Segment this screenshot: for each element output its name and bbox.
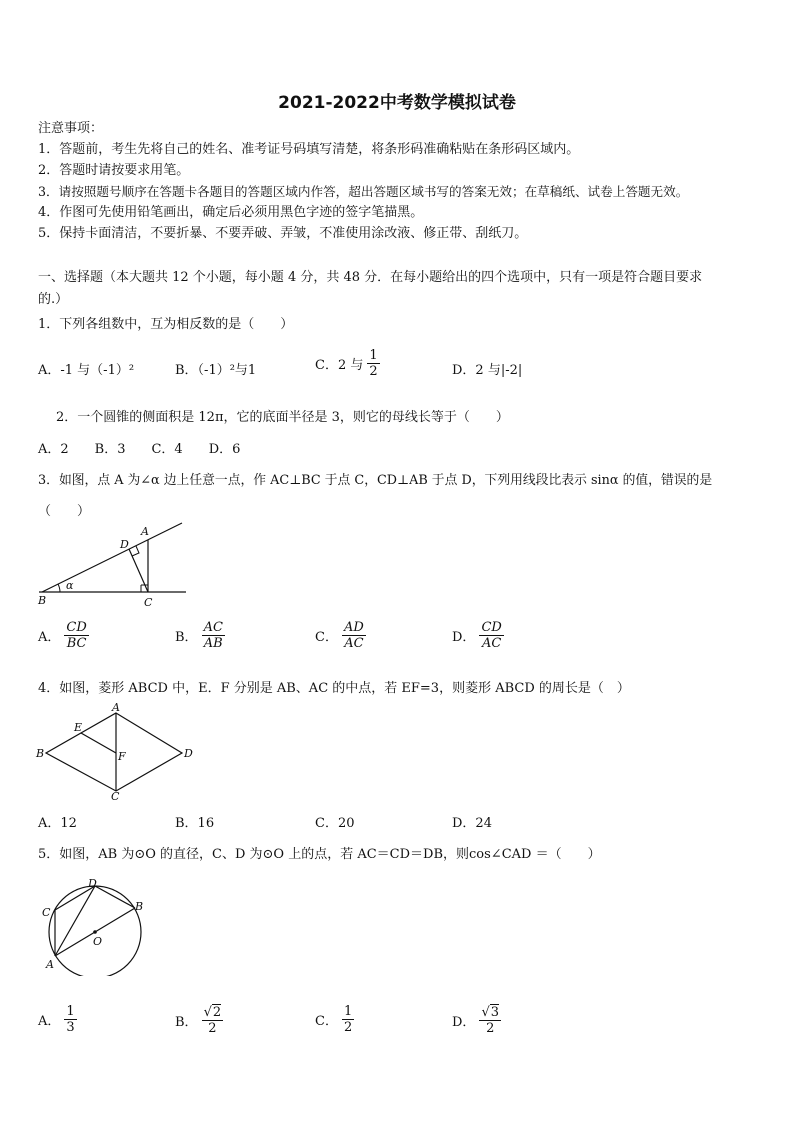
q2-options: A．2 B．3 C．4 D．6 — [38, 442, 241, 457]
q3-option-c-label: C． — [315, 630, 338, 645]
q1-option-c-fraction — [367, 348, 379, 379]
q5-option-a — [38, 1004, 77, 1035]
q3-option-d — [452, 620, 504, 651]
q3-segment-cd — [129, 549, 148, 592]
q5-option-b-fraction — [202, 1004, 224, 1036]
q5-b-denominator: 2 — [208, 1021, 217, 1036]
q4-option-c: C．20 — [315, 816, 355, 831]
sqrt-icon: √ — [203, 1005, 212, 1020]
q1-c-numerator: 1 — [369, 348, 378, 363]
q3-option-c-fraction — [342, 620, 366, 651]
q1-option-c — [315, 348, 380, 379]
note-item-1: 1．答题前，考生先将自己的姓名、准考证号码填写清楚，将条形码准确粘贴在条形码区域内。 — [38, 142, 580, 157]
q5-option-a-label: A． — [38, 1014, 61, 1029]
q3-label-a: A — [141, 525, 149, 538]
note-item-4: 4．作图可先使用铅笔画出，确定后必须用黑色字迹的签字笔描黑。 — [38, 205, 424, 220]
q5-option-a-fraction — [64, 1004, 76, 1035]
q5-c-numerator: 1 — [343, 1004, 353, 1019]
q2-stem: 2．一个圆锥的侧面积是 12π，它的底面半径是 3，则它的母线长等于（ ） — [56, 410, 509, 425]
q3-option-a-fraction — [64, 620, 88, 651]
q3-option-b-fraction — [202, 620, 225, 651]
q3-label-d: D — [120, 538, 129, 551]
q5-option-d-fraction — [479, 1004, 501, 1036]
q1-stem: 1．下列各组数中，互为相反数的是（ ） — [38, 317, 294, 332]
q3-label-alpha: α — [66, 579, 74, 592]
q4-label-d: D — [184, 747, 193, 760]
q5-segment-ad — [55, 886, 95, 956]
q5-label-a: A — [46, 958, 54, 971]
q5-b-numerator — [202, 1004, 224, 1021]
q4-stem: 4．如图，菱形 ABCD 中，E．F 分别是 AB、AC 的中点，若 EF=3，则菱形 ABCD 的周长是（ ） — [38, 681, 630, 696]
q3-option-b — [175, 620, 225, 651]
q4-option-b: B．16 — [175, 816, 215, 831]
q1-option-c-text: C．2 与 — [315, 358, 364, 373]
q5-option-b-label: B． — [175, 1014, 198, 1030]
q4-segment-ef — [81, 733, 116, 753]
q3-option-c — [315, 620, 366, 651]
q3-option-d-fraction — [479, 620, 503, 651]
q5-option-c-fraction — [342, 1004, 354, 1035]
q3-d-denominator: AC — [481, 636, 502, 651]
q3-angle-arc — [58, 584, 60, 592]
q1-option-d: D．2 与|-2| — [452, 363, 523, 378]
note-item-2: 2．答题时请按要求用笔。 — [38, 163, 190, 178]
q4-label-a: A — [112, 703, 120, 714]
q5-center-point — [93, 930, 97, 934]
q5-d-numerator — [479, 1004, 501, 1021]
q3-b-numerator: AC — [203, 620, 223, 635]
q3-option-d-label: D． — [452, 630, 476, 645]
q3-option-a — [38, 620, 89, 651]
q5-option-d-label: D． — [452, 1014, 476, 1030]
q1-option-b: B．（-1）²与1 — [175, 363, 257, 378]
q3-figure — [36, 518, 192, 610]
q5-a-denominator: 3 — [66, 1020, 75, 1035]
q3-stem-line2: （ ） — [38, 504, 91, 519]
q3-c-numerator: AD — [343, 620, 364, 635]
q5-stem: 5．如图，AB 为⊙O 的直径，C、D 为⊙O 上的点，若 AC＝CD＝DB，则cos∠CAD ＝（ ） — [38, 847, 601, 862]
q4-label-b: B — [36, 747, 45, 760]
q3-option-a-label: A． — [38, 630, 61, 645]
q1-c-denominator: 2 — [369, 364, 378, 379]
q4-label-f: F — [118, 750, 126, 763]
q1-option-a: A．-1 与（-1）² — [38, 363, 135, 378]
note-item-3: 3．请按照题号顺序在答题卡各题目的答题区域内作答，超出答题区域书写的答案无效；在草稿纸、试卷上答题无效。 — [38, 184, 689, 199]
q5-label-b: B — [135, 900, 144, 913]
q3-option-b-label: B． — [175, 630, 198, 645]
sqrt-icon: √ — [481, 1005, 490, 1020]
q3-ray-ba — [42, 523, 182, 592]
q5-option-c — [315, 1004, 354, 1035]
q3-c-denominator: AC — [344, 636, 364, 651]
q5-d-denominator: 2 — [486, 1021, 495, 1036]
note-item-5: 5．保持卡面清洁，不要折暴、不要弄破、弄皱，不准使用涂改液、修正带、刮纸刀。 — [38, 226, 528, 241]
q5-c-denominator: 2 — [343, 1020, 353, 1035]
section-header-line1: 一、选择题（本大题共 12 个小题，每小题 4 分，共 48 分．在每小题给出的四个选项中，只有一项是符合题目要求 — [38, 270, 703, 285]
q5-option-c-label: C． — [315, 1014, 338, 1029]
q4-label-e: E — [74, 721, 83, 734]
q3-a-denominator: BC — [66, 636, 87, 651]
q4-figure — [34, 703, 200, 801]
section-header-line2: 的.） — [38, 292, 69, 307]
q3-d-numerator: CD — [481, 620, 502, 635]
notes-heading: 注意事项： — [38, 121, 104, 136]
q3-label-c: C — [144, 596, 153, 609]
q5-label-c: C — [42, 906, 51, 919]
q5-label-o: O — [93, 935, 103, 948]
q5-label-d: D — [88, 877, 97, 890]
q5-segment-db — [95, 886, 135, 908]
q3-stem-line1: 3．如图，点 A 为∠α 边上任意一点，作 AC⊥BC 于点 C，CD⊥AB 于点 D，下列用线段比表示 sinα 的值，错误的是 — [38, 473, 713, 488]
q3-b-denominator: AB — [203, 636, 223, 651]
q4-label-c: C — [111, 790, 120, 801]
q5-figure — [36, 872, 148, 976]
q3-label-b: B — [38, 594, 47, 607]
q5-d-radicand: 3 — [490, 1005, 500, 1020]
q3-a-numerator: CD — [66, 620, 87, 635]
q5-a-numerator: 1 — [66, 1004, 75, 1019]
q5-option-b — [175, 1004, 223, 1036]
q4-option-d: D．24 — [452, 816, 492, 831]
q5-option-d — [452, 1004, 501, 1036]
q5-b-radicand: 2 — [212, 1005, 222, 1020]
q4-option-a: A．12 — [38, 816, 77, 831]
page-title: 2021-2022中考数学模拟试卷 — [278, 93, 516, 113]
